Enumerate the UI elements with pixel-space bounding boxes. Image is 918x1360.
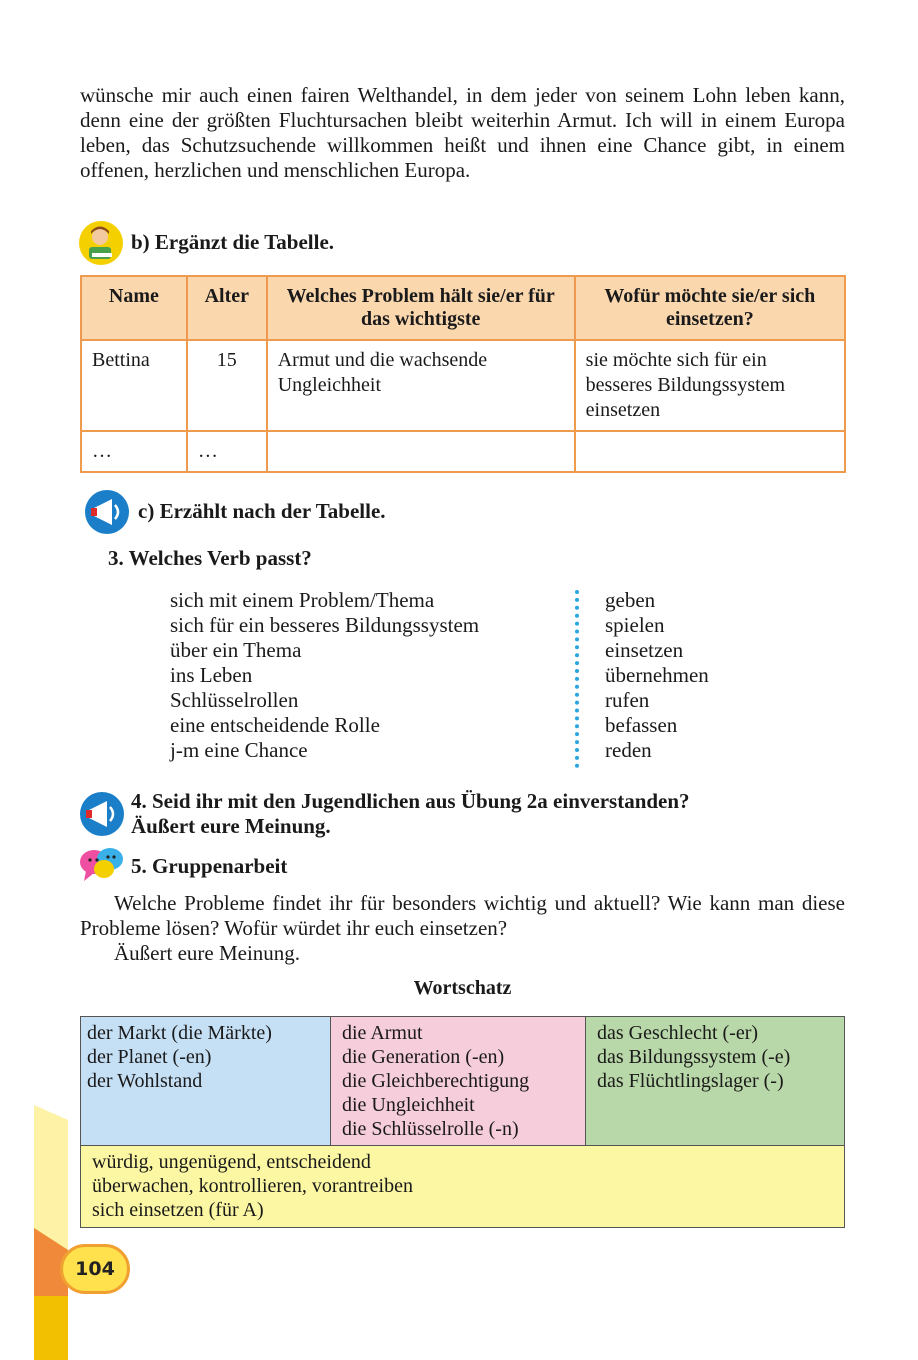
vocab-title: Wortschatz [413,977,512,999]
vocab-item: sich einsetzen (für A) [92,1199,264,1221]
vocab-item: das Geschlecht (-er) [597,1022,759,1044]
exercise-4-line: 4. Seid ihr mit den Jugendlichen aus Übung 2a einverstanden? [131,789,690,813]
table-row [81,431,845,472]
phrase-item: sich mit einem Problem/Thema [170,588,435,612]
vocab-item: der Markt (die Märkte) [87,1022,272,1044]
vocab-item: das Flüchtlingslager (-) [597,1070,784,1092]
vocab-item: überwachen, kontrollieren, vorantreiben [92,1175,413,1197]
phrase-item: über ein Thema [170,638,302,662]
vocab-item: die Gleichberechtigung [342,1070,530,1092]
megaphone-icon [84,489,130,535]
table-cell: sie möchte sich für ein besseres Bildungssystem einsetzen [575,340,845,431]
task-c-heading: c) Erzählt nach der Tabelle. [138,499,386,523]
column-header: Name [81,276,187,340]
task-b-heading: b) Ergänzt die Tabelle. [131,230,335,254]
phrase-item: eine entscheidende Rolle [170,713,380,737]
page-number: 104 [60,1244,130,1294]
speech-bubbles-icon [78,845,126,885]
phrase-item: ins Leben [170,663,253,687]
verb-item: rufen [605,688,650,712]
table-cell: Bettina [81,340,187,431]
exercise-5-heading: 5. Gruppenarbeit [131,854,288,878]
vocab-item: das Bildungssystem (-e) [597,1046,791,1068]
vocab-item: die Armut [342,1022,423,1044]
phrase-item: sich für ein besseres Bildungssystem [170,613,480,637]
exercise-4-heading [131,789,690,839]
verb-item: reden [605,738,652,762]
column-header: Alter [187,276,267,340]
table-row [81,340,845,431]
vocab-column-neuter [585,1016,845,1146]
phrase-item: j-m eine Chance [170,738,308,762]
megaphone-icon [79,791,125,837]
vocab-row-other [80,1145,845,1228]
vocab-item: die Schlüsselrolle (-n) [342,1118,519,1140]
verb-list [605,588,709,763]
vocab-column-feminine [330,1016,586,1146]
verb-item: geben [605,588,656,612]
vocab-box [80,1016,845,1228]
table-cell: … [187,431,267,472]
table-cell: 15 [187,340,267,431]
table-cell: Armut und die wachsende Ungleichheit [267,340,575,431]
verb-item: befassen [605,713,678,737]
exercise-4-line: Äußert eure Meinung. [131,814,331,838]
phrase-list [170,588,479,763]
vocab-column-masculine [80,1016,331,1146]
vocab-item: der Planet (-en) [87,1046,212,1068]
exercise-3-heading: 3. Welches Verb passt? [108,546,312,570]
table-cell: … [81,431,187,472]
vocab-item: die Ungleichheit [342,1094,475,1116]
writing-student-icon [78,220,124,266]
table-header-row [81,276,845,340]
column-header: Welches Problem hält sie/er für das wichtigste [267,276,575,340]
table-cell [575,431,845,472]
table-cell [267,431,575,472]
phrase-item: Schlüsselrollen [170,688,299,712]
vocab-item: würdig, ungenügend, entscheidend [92,1151,371,1173]
verb-item: spielen [605,613,665,637]
exercise-5-text2: Äußert eure Meinung. [114,941,301,965]
intro-paragraph: wünsche mir auch einen fairen Welthandel, in dem jeder von seinem Lohn leben kann, denn eine der größten Fluchtursachen bleibt weiterhin Armut. Ich will in einem Europa leben, das Schutzsuchende willkommen heißt und ihnen eine Chance gibt, in einem offenen, herzlichen und menschlichen Europa. [80,83,845,182]
dotted-divider [575,590,579,768]
task-b-table [80,275,846,473]
column-header: Wofür möchte sie/er sich einsetzen? [575,276,845,340]
vocab-item: der Wohlstand [87,1070,203,1092]
exercise-5-text: Welche Probleme findet ihr für besonders wichtig und aktuell? Wie kann man diese Probleme lösen? Wofür würdet ihr euch einsetzen? [80,891,845,940]
vocab-item: die Generation (-en) [342,1046,505,1068]
verb-item: einsetzen [605,638,684,662]
verb-item: übernehmen [605,663,709,687]
